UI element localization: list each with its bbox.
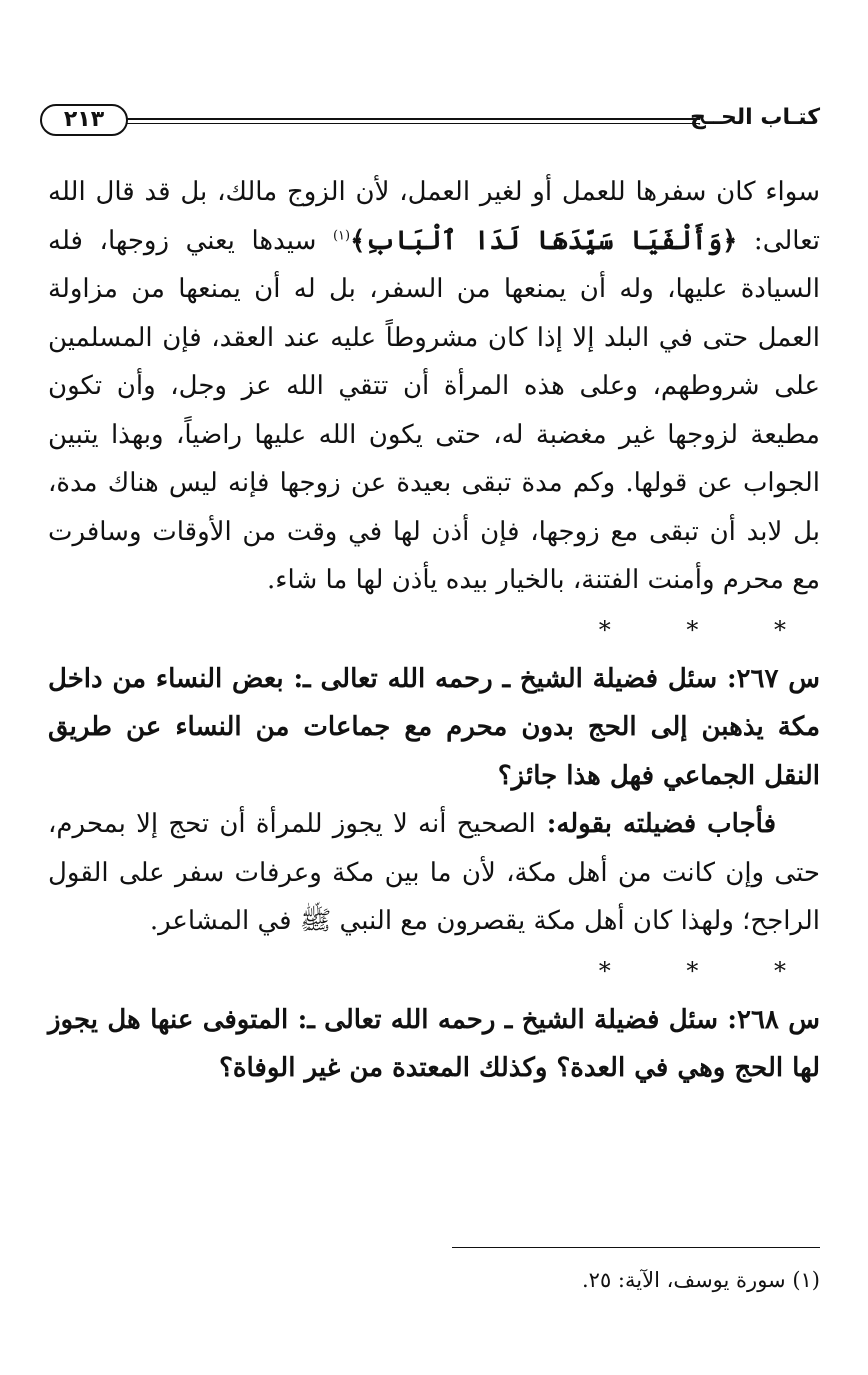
paragraph-text: سيدها يعني زوجها، فله السيادة عليها، وله أن يمنعها من السفر، بل له أن يمنعها من مزاولة العمل حتى في البلد إلا إذا كان مشروطاً عليه عند العقد، فإن المسلمين على شروطهم، وعلى هذه المرأة أن تتقي الله عز وجل، وأن تكون مطيعة لزوجها غير مغضبة له، حتى يكون الله عليها راضياً، وبهذا يتبين الجواب عن قولها. وكم مدة تبقى بعيدة عن زوجها فإنه ليس هناك مدة، بل لابد أن تبقى مع زوجها، فإن أذن لها في وقت من الأوقات وسافرت مع محرم وأمنت الفتنة، بالخيار بيده يأذن لها ما شاء. (48, 225, 820, 595)
running-title: كتـاب الحــج (690, 105, 820, 130)
answer-lead: فأجاب فضيلته بقوله: (535, 809, 776, 839)
question-267: س ٢٦٧: سئل فضيلة الشيخ ـ رحمه الله تعالى ـ: بعض النساء من داخل مكة يذهبن إلى الحج بدون محرم مع جماعات من النساء عن طريق النقل الجماعي فهل هذا جائز؟ (48, 663, 820, 791)
footnote-rule (452, 1247, 820, 1248)
footnote-ref: (١) (332, 227, 351, 243)
question-268: س ٢٦٨: سئل فضيلة الشيخ ـ رحمه الله تعالى ـ: المتوفى عنها هل يجوز لها الحج وهي في العدة؟ وكذلك المعتدة من غير الوفاة؟ (48, 1004, 820, 1083)
page-number: ٢١٣ (40, 104, 128, 136)
paragraph-continuation (48, 168, 820, 605)
section-separator: * * * (598, 615, 820, 644)
paragraph-text: سواء كان سفرها للعمل أو لغير العمل، لأن الزوج مالك، بل قد قال الله تعالى: (48, 177, 820, 256)
quran-verse: ﴿وَأَلْفَيَا سَيِّدَهَا لَدَا ٱلْبَابِ﴾ (350, 225, 738, 256)
page-header (40, 100, 820, 140)
body-text (48, 168, 820, 1093)
section-separator: * * * (598, 956, 820, 985)
answer-text: الصحيح أنه لا يجوز للمرأة أن تحج إلا بمحرم، حتى وإن كانت من أهل مكة، لأن ما بين مكة وعرفات سفر على القول الراجح؛ ولهذا كان أهل مكة يقصرون مع النبي ﷺ في المشاعر. (48, 809, 820, 936)
footnote: (١) سورة يوسف، الآية: ٢٥. (581, 1268, 820, 1292)
answer-267 (48, 800, 820, 946)
header-rule (126, 118, 700, 124)
